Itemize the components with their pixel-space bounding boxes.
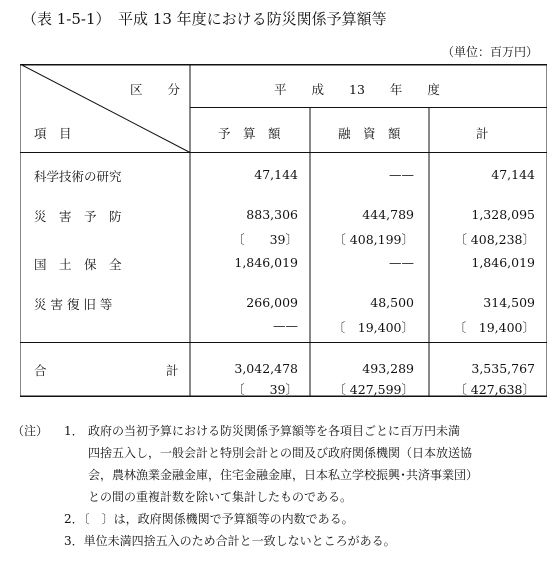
row-label: 国 土 保 全 xyxy=(34,257,122,272)
row-label: 災 害 予 防 xyxy=(34,209,122,224)
total-kei-inner: 〔 427,638〕 xyxy=(454,382,535,397)
cell-yosan: 883,306 xyxy=(246,207,298,222)
cell-yushi: 48,500 xyxy=(370,295,414,310)
total-yushi-inner: 〔 427,599〕 xyxy=(333,382,414,397)
cell-kei-inner: 〔 408,238〕 xyxy=(454,232,535,247)
cell-yosan: 1,846,019 xyxy=(234,255,298,270)
budget-table xyxy=(20,64,547,397)
cell-kei: 314,509 xyxy=(483,295,535,310)
total-label-a: 合 xyxy=(34,363,47,378)
cell-kei: 47,144 xyxy=(491,167,535,182)
note-1-line-1: 政府の当初予算における防災関係予算額等を各項目ごとに百万円未満 xyxy=(88,424,461,438)
table-title: （表 1-5-1） 平成 13 年度における防災関係予算額等 xyxy=(22,10,387,28)
unit-label: （単位：百万円） xyxy=(441,45,538,59)
total-yosan-inner: 〔 39〕 xyxy=(232,382,298,397)
note-3: 3．単位未満四捨五入のため合計と一致しないところがある。 xyxy=(64,534,396,548)
row-label: 科学技術の研究 xyxy=(34,169,122,184)
cell-yushi-inner: 〔 408,199〕 xyxy=(333,232,414,247)
cell-yosan: 266,009 xyxy=(246,295,298,310)
cell-yosan-inner: 〔 39〕 xyxy=(232,232,298,247)
col-header-yushi: 融 資 額 xyxy=(338,126,401,141)
col-header-yosan: 予 算 額 xyxy=(218,126,281,141)
col-header-kei: 計 xyxy=(476,126,489,141)
kubun-label: 区 分 xyxy=(130,82,181,97)
koumoku-label: 項 目 xyxy=(34,126,72,141)
cell-yosan: 47,144 xyxy=(254,167,298,182)
note-1-line-2: 四捨五入し，一般会計と特別会計との間及び政府関係機関（日本放送協 xyxy=(88,446,473,460)
total-yushi: 493,289 xyxy=(362,361,414,376)
cell-yushi: 444,789 xyxy=(362,207,414,222)
note-1-line-4: との間の重複計数を除いて集計したものである。 xyxy=(88,490,353,504)
cell-yushi: —— xyxy=(389,255,414,270)
cell-yushi-inner: 〔 19,400〕 xyxy=(332,320,414,335)
note-2: 2．〔 〕は，政府関係機関で予算額等の内数である。 xyxy=(64,512,354,526)
total-label-b: 計 xyxy=(166,363,179,378)
row-label: 災 害 復 旧 等 xyxy=(34,297,113,312)
year-header: 平 成 13 年 度 xyxy=(274,82,440,97)
cell-kei-inner: 〔 19,400〕 xyxy=(453,320,535,335)
cell-yosan-inner: —— xyxy=(273,318,298,333)
total-yosan: 3,042,478 xyxy=(234,361,298,376)
cell-kei: 1,846,019 xyxy=(471,255,535,270)
note-1-line-3: 会，農林漁業金融金庫，住宅金融金庫，日本私立学校振興･共済事業団） xyxy=(88,468,479,482)
notes-prefix: （注） xyxy=(12,424,49,438)
cell-kei: 1,328,095 xyxy=(471,207,535,222)
note-1-number: 1． xyxy=(64,424,84,438)
total-kei: 3,535,767 xyxy=(471,361,535,376)
cell-yushi: —— xyxy=(389,167,414,182)
